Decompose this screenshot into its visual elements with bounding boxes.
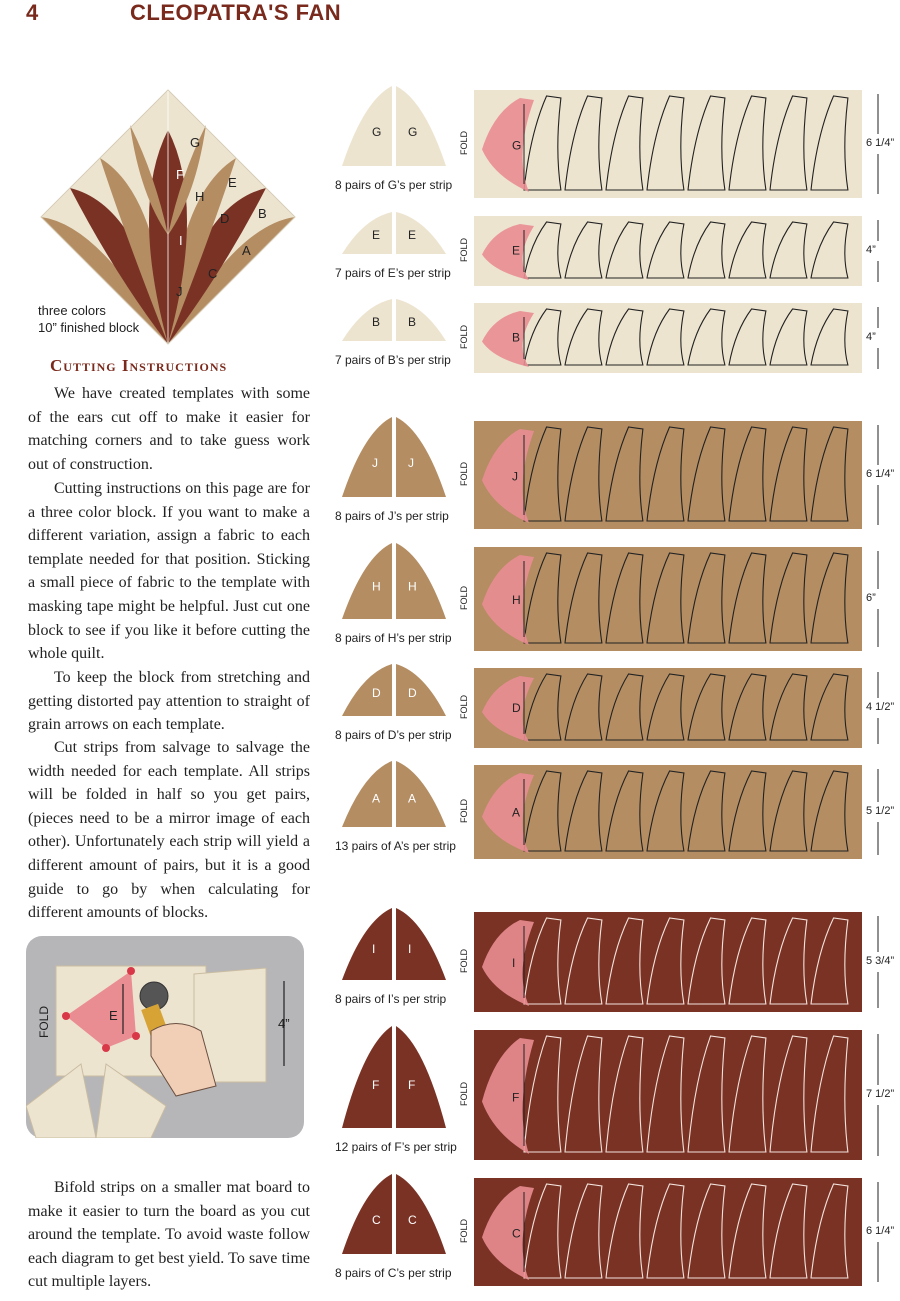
strip-a — [474, 765, 862, 859]
block-label-i: I — [179, 233, 183, 248]
width-arrow — [873, 216, 883, 286]
strip-width-f: 7 1/2” — [866, 1088, 895, 1100]
template-letter-right: C — [408, 1213, 417, 1227]
strip-template-letter: F — [512, 1090, 520, 1105]
strip-template-letter: E — [512, 243, 521, 258]
strip-j — [474, 421, 862, 529]
strip-caption-j: 8 pairs of J’s per strip — [335, 509, 449, 523]
strip-caption-b: 7 pairs of B’s per strip — [335, 353, 451, 367]
photo-fold-label: FOLD — [37, 1005, 51, 1038]
template-letter-right: D — [408, 686, 417, 701]
template-pair-g — [334, 82, 454, 172]
strip-caption-f: 12 pairs of F’s per strip — [335, 1140, 457, 1154]
fold-label: FOLD — [459, 237, 470, 263]
block-label-g: G — [190, 135, 201, 150]
template-letter-right: E — [408, 228, 417, 243]
strip-width-c: 6 1/4” — [866, 1225, 895, 1237]
template-letter-left: F — [372, 1078, 380, 1093]
paragraph-4: Cut strips from salvage to salvage the width needed for each template. All strips will be folded in half so you get pairs, (pieces need to be a mirror image of each other). Unfortunately each strip will yield a different amount of pairs, but it is a good guide to go by when calculating for different amounts of blocks. — [28, 739, 310, 922]
template-pair-e — [334, 208, 454, 260]
width-arrow — [873, 1030, 883, 1160]
paragraph-3: To keep the block from stretching and getting distorted pay attention to straight of grain arrows on each template. — [28, 669, 310, 734]
photo-measure-label: 4” — [278, 1016, 290, 1031]
strip-caption-e: 7 pairs of E’s per strip — [335, 266, 451, 280]
width-arrow — [873, 303, 883, 373]
fold-label: FOLD — [459, 130, 470, 156]
template-pair-i — [334, 904, 454, 986]
block-caption-line2: 10” finished block — [38, 320, 140, 335]
strip-caption-h: 8 pairs of H’s per strip — [335, 631, 452, 645]
strip-width-j: 6 1/4” — [866, 468, 895, 480]
strip-width-g: 6 1/4” — [866, 137, 895, 149]
strip-width-h: 6” — [866, 592, 876, 604]
width-arrow — [873, 668, 883, 748]
fold-label: FOLD — [459, 798, 470, 824]
block-label-e: E — [228, 175, 237, 190]
strip-caption-g: 8 pairs of G’s per strip — [335, 178, 453, 192]
template-letter-right: H — [408, 579, 417, 594]
strip-template-letter: H — [512, 593, 521, 608]
fold-label: FOLD — [459, 585, 470, 611]
template-letter-left: H — [372, 579, 381, 594]
width-arrow — [873, 547, 883, 651]
fold-label: FOLD — [459, 1081, 470, 1107]
paragraph-1: We have created templates with some of the ears cut off to make it easier for matching corners and to take guess work out of construction. — [28, 385, 310, 473]
block-label-d: D — [220, 211, 230, 226]
fold-label: FOLD — [459, 1218, 470, 1244]
fold-label: FOLD — [459, 694, 470, 720]
strip-width-a: 5 1/2” — [866, 805, 895, 817]
strip-caption-a: 13 pairs of A’s per strip — [335, 839, 456, 853]
template-letter-right: G — [408, 125, 418, 139]
page-number: 4 — [26, 0, 39, 25]
strip-caption-i: 8 pairs of I’s per strip — [335, 992, 447, 1006]
strip-g — [474, 90, 862, 198]
block-label-b: B — [258, 206, 267, 221]
strip-template-letter: D — [512, 701, 521, 715]
strip-width-d: 4 1/2” — [866, 701, 895, 713]
template-letter-right: F — [408, 1078, 416, 1093]
strip-f — [474, 1030, 862, 1160]
strip-template-letter: B — [512, 330, 521, 345]
block-label-f: F — [176, 167, 184, 182]
block-caption-line1: three colors — [38, 303, 106, 318]
template-letter-right: B — [408, 315, 417, 330]
template-pair-b — [334, 295, 454, 347]
block-label-j: J — [176, 284, 183, 299]
strip-width-e: 4” — [866, 244, 876, 256]
strip-d — [474, 668, 862, 748]
strip-template-letter: G — [512, 138, 522, 153]
template-letter-right: I — [408, 942, 412, 957]
strip-h — [474, 547, 862, 651]
strip-template-letter: J — [512, 469, 518, 484]
template-letter-left: J — [372, 456, 378, 470]
width-arrow — [873, 1178, 883, 1286]
strip-caption-d: 8 pairs of D’s per strip — [335, 728, 452, 742]
fold-label: FOLD — [459, 324, 470, 350]
strip-template-letter: A — [512, 805, 521, 820]
page-header — [0, 0, 900, 40]
width-arrow — [873, 90, 883, 198]
template-pair-d — [334, 660, 454, 722]
template-pair-c — [334, 1170, 454, 1260]
block-label-c: C — [208, 266, 218, 281]
template-letter-left: A — [372, 791, 381, 806]
paragraph-2: Cutting instructions on this page are for a three color block. If you want to make a different variation, assign a fabric to each template needed for that position. Sticking a small piece of fabric to the template with masking tape might be helpful. Just cut one block to see if you like it before cutting the whole quilt. — [28, 480, 310, 663]
template-pair-h — [334, 539, 454, 625]
template-letter-left: I — [372, 942, 376, 957]
block-label-a: A — [242, 243, 251, 258]
strip-b — [474, 303, 862, 373]
width-arrow — [873, 421, 883, 529]
fold-label: FOLD — [459, 948, 470, 974]
template-letter-left: G — [372, 125, 382, 139]
template-pair-f — [334, 1022, 454, 1134]
section-title: Cutting Instructions — [50, 356, 228, 375]
cutting-illustration — [26, 936, 304, 1138]
block-caption — [38, 302, 139, 336]
strip-width-b: 4” — [866, 331, 876, 343]
paragraph-5: Bifold strips on a smaller mat board to make it easier to turn the board as you cut around the template. To avoid waste follow each diagram to get best yield. To save time cut multiple layers. — [28, 1179, 310, 1291]
page-title: CLEOPATRA'S FAN — [130, 0, 342, 25]
template-pair-j — [334, 413, 454, 503]
template-letter-left: E — [372, 228, 381, 243]
strip-c — [474, 1178, 862, 1286]
template-letter-right: A — [408, 791, 417, 806]
strip-template-letter: C — [512, 1226, 521, 1241]
template-letter-left: D — [372, 686, 381, 701]
strip-e — [474, 216, 862, 286]
fold-label: FOLD — [459, 461, 470, 487]
template-pair-a — [334, 757, 454, 833]
template-letter-left: C — [372, 1213, 381, 1227]
strip-caption-c: 8 pairs of C’s per strip — [335, 1266, 452, 1280]
photo-template-label: E — [109, 1008, 118, 1023]
template-letter-left: B — [372, 315, 381, 330]
width-arrow — [873, 912, 883, 1012]
template-letter-right: J — [408, 456, 414, 470]
strip-template-letter: I — [512, 956, 516, 970]
block-label-h: H — [195, 189, 205, 204]
strip-i — [474, 912, 862, 1012]
width-arrow — [873, 765, 883, 859]
strip-width-i: 5 3/4” — [866, 955, 895, 967]
